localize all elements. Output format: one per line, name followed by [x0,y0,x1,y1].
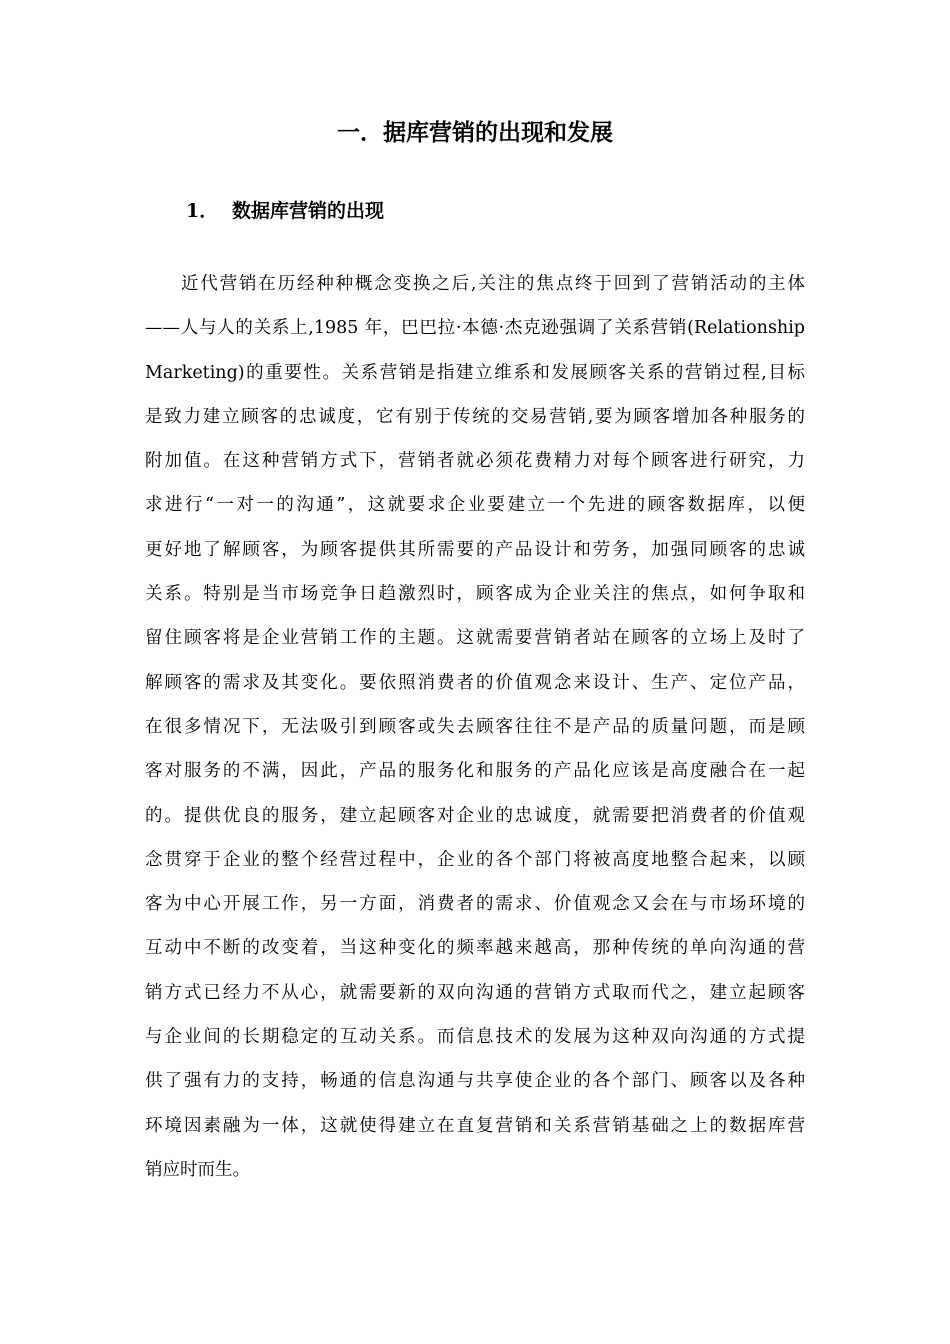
paragraph-line: 的。提供优良的服务，建立起顾客对企业的忠诚度，就需要把消费者的价值观 [145,805,805,826]
paragraph-line: 互动中不断的改变着，当这种变化的频率越来越高，那种传统的单向沟通的营 [145,938,805,959]
section-title: 数据库营销的出现 [232,200,385,222]
paragraph-line: 销应时而生。 [145,1159,250,1180]
paragraph-line: ——人与人的关系上,1985 年，巴巴拉·本德·杰克逊强调了关系营销(Relationship [145,318,805,339]
paragraph-line: 是致力建立顾客的忠诚度，它有别于传统的交易营销,要为顾客增加各种服务的 [145,406,805,427]
paragraph-line: 供了强有力的支持，畅通的信息沟通与共享使企业的各个部门、顾客以及各种 [145,1071,805,1092]
paragraph-line: 关系。特别是当市场竞争日趋激烈时，顾客成为企业关注的焦点，如何争取和 [145,584,805,605]
body-paragraph [145,262,805,1192]
paragraph-line: 客对服务的不满，因此，产品的服务化和服务的产品化应该是高度融合在一起 [145,761,805,782]
paragraph-line: 解顾客的需求及其变化。要依照消费者的价值观念来设计、生产、定位产品， [145,672,805,693]
paragraph-line: 更好地了解顾客，为顾客提供其所需要的产品设计和劳务，加强同顾客的忠诚 [145,539,805,560]
paragraph-line: 念贯穿于企业的整个经营过程中，企业的各个部门将被高度地整合起来，以顾 [145,849,805,870]
paragraph-line: 求进行“一对一的沟通”，这就要求企业要建立一个先进的顾客数据库，以便 [145,495,805,516]
paragraph-line: 近代营销在历经种种概念变换之后,关注的焦点终于回到了营销活动的主体 [181,274,805,294]
paragraph-line: Marketing)的重要性。关系营销是指建立维系和发展顾客关系的营销过程,目标 [145,362,805,383]
section-number: 1． [186,200,219,222]
section-heading [186,197,384,225]
paragraph-line: 附加值。在这种营销方式下，营销者就必须花费精力对每个顾客进行研究，力 [145,451,805,472]
paragraph-line: 客为中心开展工作，另一方面，消费者的需求、价值观念又会在与市场环境的 [145,894,805,915]
paragraph-line: 环境因素融为一体，这就使得建立在直复营销和关系营销基础之上的数据库营 [145,1115,805,1136]
chapter-title: 一．据库营销的出现和发展 [337,119,613,146]
paragraph-line: 在很多情况下，无法吸引到顾客或失去顾客往往不是产品的质量问题，而是顾 [145,716,805,737]
paragraph-line: 留住顾客将是企业营销工作的主题。这就需要营销者站在顾客的立场上及时了 [145,628,805,649]
paragraph-line: 与企业间的长期稳定的互动关系。而信息技术的发展为这种双向沟通的方式提 [145,1027,805,1048]
paragraph-line: 销方式已经力不从心，就需要新的双向沟通的营销方式取而代之，建立起顾客 [145,982,805,1003]
